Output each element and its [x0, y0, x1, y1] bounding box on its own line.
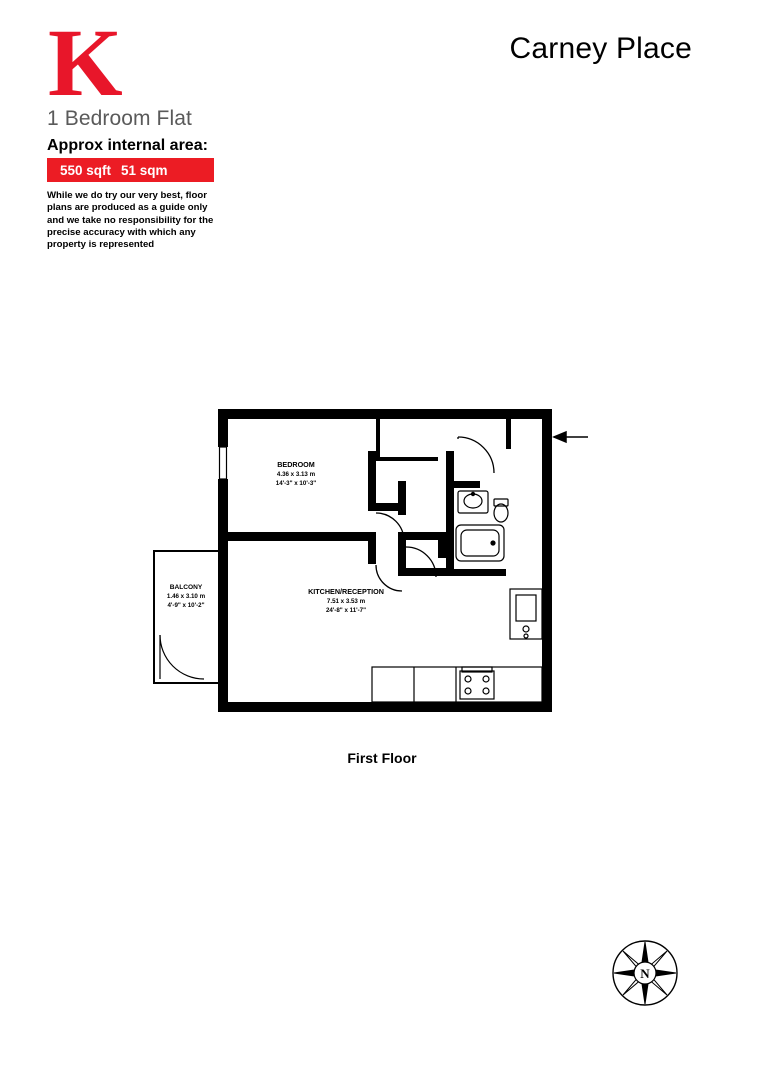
bathroom-fixtures — [456, 491, 508, 561]
bedroom-imperial: 14'-3" x 10'-3" — [275, 480, 317, 487]
balcony-outline — [154, 551, 218, 683]
kitchen-metric: 7.51 x 3.53 m — [326, 598, 366, 605]
plan-subtitle: 1 Bedroom Flat — [47, 107, 192, 130]
area-sqft-value: 550 sqft — [60, 162, 112, 178]
compass-icon — [610, 938, 680, 1008]
bedroom-name: BEDROOM — [277, 460, 315, 469]
floorplan-drawing — [140, 395, 620, 740]
disclaimer-text: While we do try our very best, floor plans are produced as a guide only and we take no responsibility for the precise accuracy with which any property is represented — [47, 190, 214, 251]
compass-north-letter: N — [640, 966, 650, 981]
balcony-name: BALCONY — [169, 584, 203, 591]
kitchen-fixtures — [372, 589, 542, 702]
interior-walls — [228, 419, 511, 576]
balcony-imperial: 4'-9" x 10'-2" — [167, 602, 205, 609]
kitchen-name: KITCHEN/RECEPTION — [308, 587, 384, 596]
entrance-arrow — [554, 432, 588, 442]
room-label-bedroom — [276, 460, 317, 487]
balcony-metric: 1.46 x 3.10 m — [166, 593, 206, 600]
area-badge — [47, 158, 214, 182]
company-logo: K — [48, 9, 121, 116]
room-label-balcony — [167, 584, 206, 609]
balcony-door-swing — [160, 635, 204, 679]
bedroom-metric: 4.36 x 3.13 m — [276, 471, 316, 478]
kitchen-imperial: 24'-8" x 11'-7" — [325, 607, 367, 614]
room-label-kitchen-reception — [308, 587, 384, 614]
floor-caption: First Floor — [347, 750, 417, 766]
area-label: Approx internal area: — [47, 137, 208, 154]
page-title: Carney Place — [509, 32, 692, 65]
area-sqm-value: 51 sqm — [121, 162, 168, 178]
